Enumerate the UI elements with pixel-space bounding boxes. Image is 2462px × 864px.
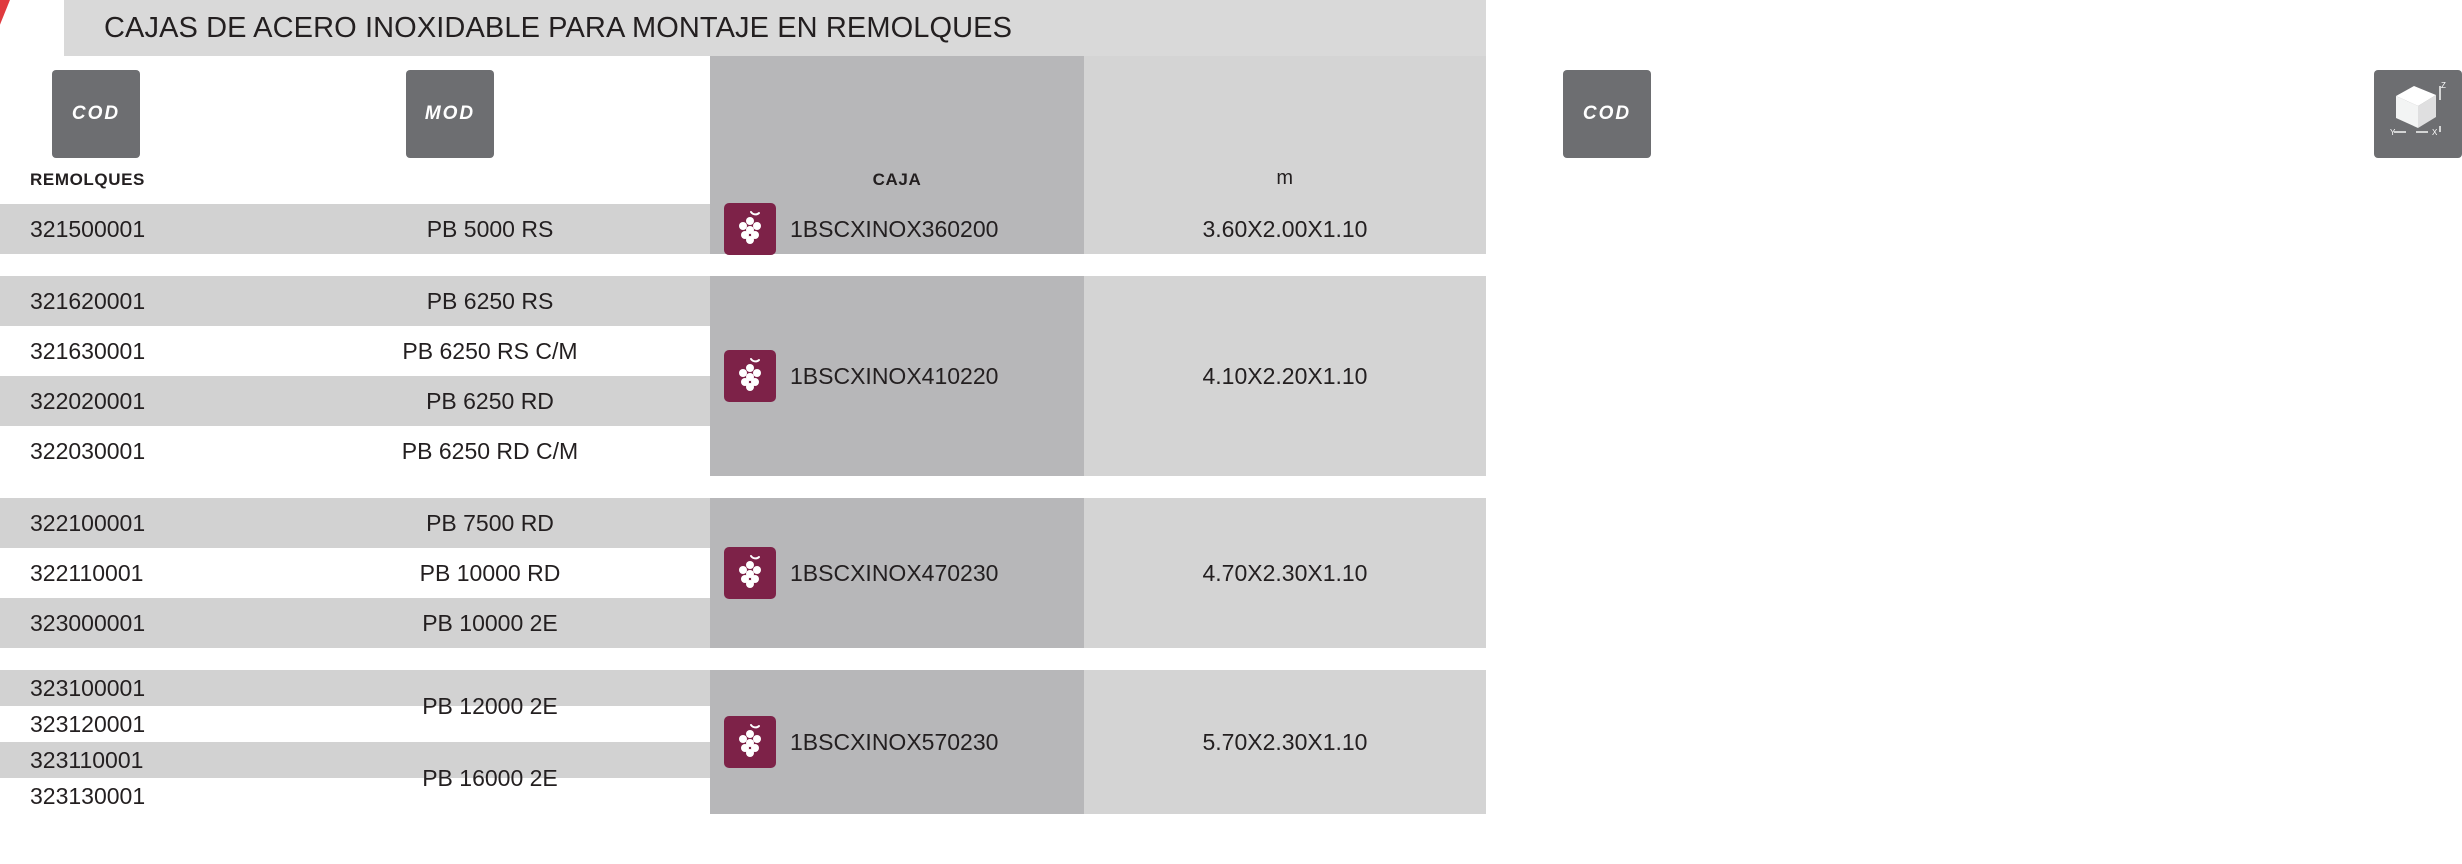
cod-badge-caja (1563, 70, 1651, 158)
table-row[interactable] (0, 326, 710, 376)
table-row[interactable] (0, 598, 710, 648)
table-body (0, 204, 1486, 814)
grape-icon (724, 547, 776, 599)
cell-modelo: PB 16000 2E (422, 764, 558, 791)
cod-badge-remolques (52, 70, 140, 158)
grape-icon (724, 716, 776, 768)
grape-icon (724, 203, 776, 255)
cell-caja[interactable] (710, 276, 1084, 476)
cell-cod-remolque: 321620001 (30, 287, 146, 314)
cell-modelo: PB 6250 RS (426, 287, 554, 314)
cell-cod-remolque: 321630001 (30, 337, 146, 364)
table-row[interactable] (0, 498, 710, 548)
product-group (0, 276, 1486, 476)
table-header (0, 56, 2446, 204)
axis-label-x: X (2432, 128, 2438, 137)
header-cell-remolques (0, 56, 710, 204)
cell-cod-remolque: 322100001 (30, 509, 146, 536)
cell-cod-remolque: 322110001 (30, 559, 144, 586)
group-separator (0, 476, 1486, 498)
cell-cod-remolque: 323120001 (30, 710, 146, 737)
cell-cod-remolque: 321500001 (30, 215, 146, 242)
cod-badge-remolques-label: COD (71, 103, 121, 124)
cell-medidas: 4.70X2.30X1.10 (1084, 498, 1486, 648)
header-cell-caja (710, 56, 1632, 204)
caja-code-label: 1BSCXINOX410220 (790, 362, 999, 389)
table-row[interactable] (0, 276, 710, 326)
group-separator (0, 648, 1486, 670)
group-separator (0, 254, 1486, 276)
product-group (0, 498, 1486, 648)
cell-modelo: PB 6250 RS C/M (402, 337, 578, 364)
cell-cod-remolque: 323100001 (30, 674, 146, 701)
cell-medidas: 5.70X2.30X1.10 (1084, 670, 1486, 814)
isometric-box-icon (2388, 80, 2448, 140)
header-caption-medidas: m (1276, 167, 1294, 189)
cell-caja[interactable] (710, 498, 1084, 648)
box-dimensions-badge (2374, 70, 2462, 158)
mod-badge-label: MOD (424, 103, 476, 124)
corner-accent-mark (0, 0, 64, 56)
cell-modelo: PB 10000 2E (422, 609, 558, 636)
axis-label-z: Z (2441, 81, 2446, 90)
product-group (0, 204, 1486, 254)
caja-code-label: 1BSCXINOX470230 (790, 559, 999, 586)
cell-modelo: PB 7500 RD (426, 509, 554, 536)
table-row[interactable] (0, 426, 710, 476)
axis-label-y: Y (2390, 128, 2396, 137)
table-row[interactable] (0, 376, 710, 426)
cod-badge-caja-label: COD (1582, 103, 1632, 124)
cell-medidas: 3.60X2.00X1.10 (1084, 204, 1486, 254)
cell-cod-remolque: 322030001 (30, 437, 146, 464)
title-bar (0, 0, 1486, 56)
cell-modelo: PB 10000 RD (419, 559, 561, 586)
product-group (0, 670, 1486, 814)
caja-code-label: 1BSCXINOX360200 (790, 215, 999, 242)
grape-icon (724, 350, 776, 402)
header-caption-remolques: REMOLQUES (30, 170, 145, 189)
cell-modelo: PB 12000 2E (422, 692, 558, 719)
cell-caja[interactable] (710, 670, 1084, 814)
cell-cod-remolque: 323110001 (30, 746, 144, 773)
cell-cod-remolque: 322020001 (30, 387, 146, 414)
cell-cod-remolque: 323000001 (30, 609, 146, 636)
table-row[interactable] (0, 204, 710, 254)
cell-modelo: PB 6250 RD (426, 387, 554, 414)
page-title: CAJAS DE ACERO INOXIDABLE PARA MONTAJE EN REMOLQUES (104, 12, 1013, 44)
caja-code-label: 1BSCXINOX570230 (790, 728, 999, 755)
table-row[interactable] (0, 548, 710, 598)
cell-modelo: PB 6250 RD C/M (401, 437, 579, 464)
cell-cod-remolque: 323130001 (30, 782, 146, 809)
cell-medidas: 4.10X2.20X1.10 (1084, 276, 1486, 476)
header-caption-caja: CAJA (872, 170, 922, 189)
mod-badge (406, 70, 494, 158)
cell-modelo: PB 5000 RS (426, 215, 554, 242)
cell-caja[interactable] (710, 204, 1084, 254)
